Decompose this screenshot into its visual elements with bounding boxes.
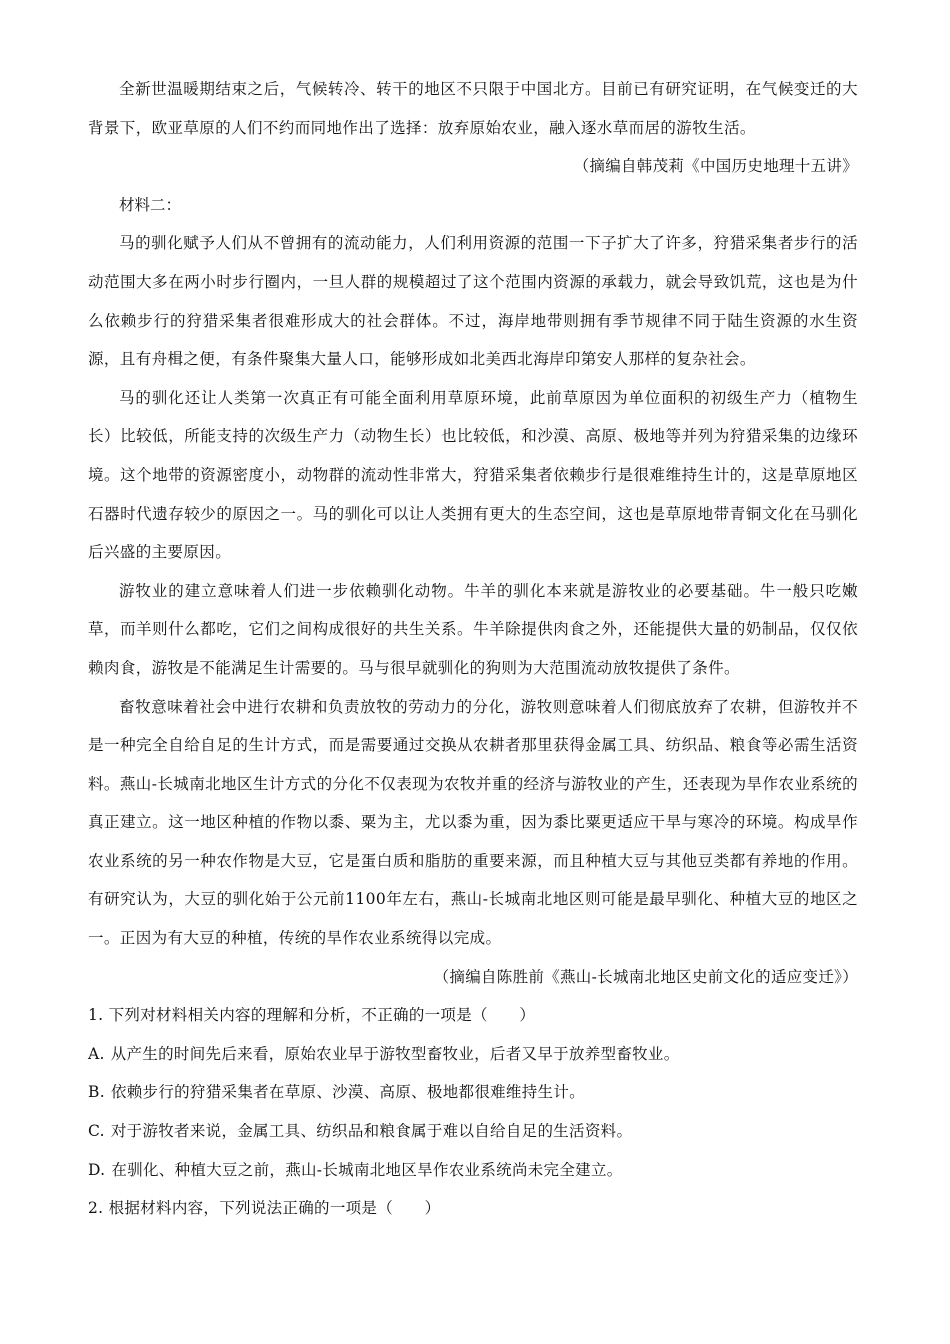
source-citation-1: （摘编自韩茂莉《中国历史地理十五讲》 [573, 157, 858, 176]
question-2 [88, 1189, 858, 1228]
question-1-option-d[interactable] [88, 1151, 858, 1190]
option-text: 从产生的时间先后来看，原始农业早于游牧型畜牧业，后者又早于放养型畜牧业。 [110, 1044, 680, 1063]
question-2-stem: 2. 根据材料内容，下列说法正确的一项是（ ） [88, 1199, 441, 1218]
option-mark: B. [88, 1083, 105, 1102]
option-mark: D. [88, 1160, 106, 1179]
material-2-label: 材料二： [119, 195, 182, 214]
question-1-stem: 1. 下列对材料相关内容的理解和分析，不正确的一项是（ ） [88, 1006, 536, 1025]
option-mark: A. [88, 1044, 105, 1063]
intro-paragraph: 全新世温暖期结束之后，气候转冷、转干的地区不只限于中国北方。目前已有研究证明，在气候变迁的大背景下，欧亚草原的人们不约而同地作出了选择：放弃原始农业，融入逐水草而居的游牧生活。 [88, 80, 858, 137]
source-citation-2: （摘编自陈胜前《燕山-长城南北地区史前文化的适应变迁》） [433, 967, 858, 986]
question-1-option-b[interactable] [88, 1073, 858, 1112]
option-text: 在驯化、种植大豆之前，燕山-长城南北地区旱作农业系统尚未完全建立。 [111, 1160, 623, 1179]
option-text: 对于游牧者来说，金属工具、纺织品和粮食属于难以自给自足的生活资料。 [110, 1122, 633, 1141]
paragraph-pastoralism: 游牧业的建立意味着人们进一步依赖驯化动物。牛羊的驯化本来就是游牧业的必要基础。牛一般只吃嫩草，而羊则什么都吃，它们之间构成很好的共生关系。牛羊除提供肉食之外，还能提供大量的奶制品，仅仅依赖肉食，游牧是不能满足生计需要的。马与很早就驯化的狗则为大范围流动放牧提供了条件。 [88, 581, 858, 677]
option-text: 依赖步行的狩猎采集者在草原、沙漠、高原、极地都很难维持生计。 [110, 1083, 585, 1102]
question-1 [88, 996, 858, 1189]
question-1-option-a[interactable] [88, 1035, 858, 1074]
paragraph-grassland-use: 马的驯化还让人类第一次真正有可能全面利用草原环境，此前草原因为单位面积的初级生产力（植物生长）比较低，所能支持的次级生产力（动物生长）也比较低，和沙漠、高原、极地等并列为狩猎采集的边缘环境。这个地带的资源密度小，动物群的流动性非常大，狩猎采集者依赖步行是很难维持生计的，这是草原地区石器时代遗存较少的原因之一。马的驯化可以让人类拥有更大的生态空间，这也是草原地带青铜文化在马驯化后兴盛的主要原因。 [88, 388, 858, 562]
paragraph-dryland-farming: 畜牧意味着社会中进行农耕和负责放牧的劳动力的分化，游牧则意味着人们彻底放弃了农耕，但游牧并不是一种完全自给自足的生计方式，而是需要通过交换从农耕者那里获得金属工具、纺织品、粮食等必需生活资料。燕山-长城南北地区生计方式的分化不仅表现为农牧并重的经济与游牧业的产生，还表现为旱作农业系统的真正建立。这一地区种植的作物以黍、粟为主，尤以黍为重，因为黍比粟更适应干旱与寒冷的环境。构成旱作农业系统的另一种农作物是大豆，它是蛋白质和脂肪的重要来源，而且种植大豆与其他豆类都有养地的作用。有研究认为，大豆的驯化始于公元前1100年左右，燕山-长城南北地区则可能是最早驯化、种植大豆的地区之一。正因为有大豆的种植，传统的旱作农业系统得以完成。 [88, 697, 858, 948]
paragraph-horse-mobility: 马的驯化赋予人们从不曾拥有的流动能力，人们利用资源的范围一下子扩大了许多，狩猎采集者步行的活动范围大多在两小时步行圈内，一旦人群的规模超过了这个范围内资源的承载力，就会导致饥荒，这也是为什么依赖步行的狩猎采集者很难形成大的社会群体。不过，海岸地带则拥有季节规律不同于陆生资源的水生资源，且有舟楫之便，有条件聚集大量人口，能够形成如北美西北海岸印第安人那样的复杂社会。 [88, 234, 858, 369]
option-mark: C. [88, 1122, 105, 1141]
question-1-option-c[interactable] [88, 1112, 858, 1151]
